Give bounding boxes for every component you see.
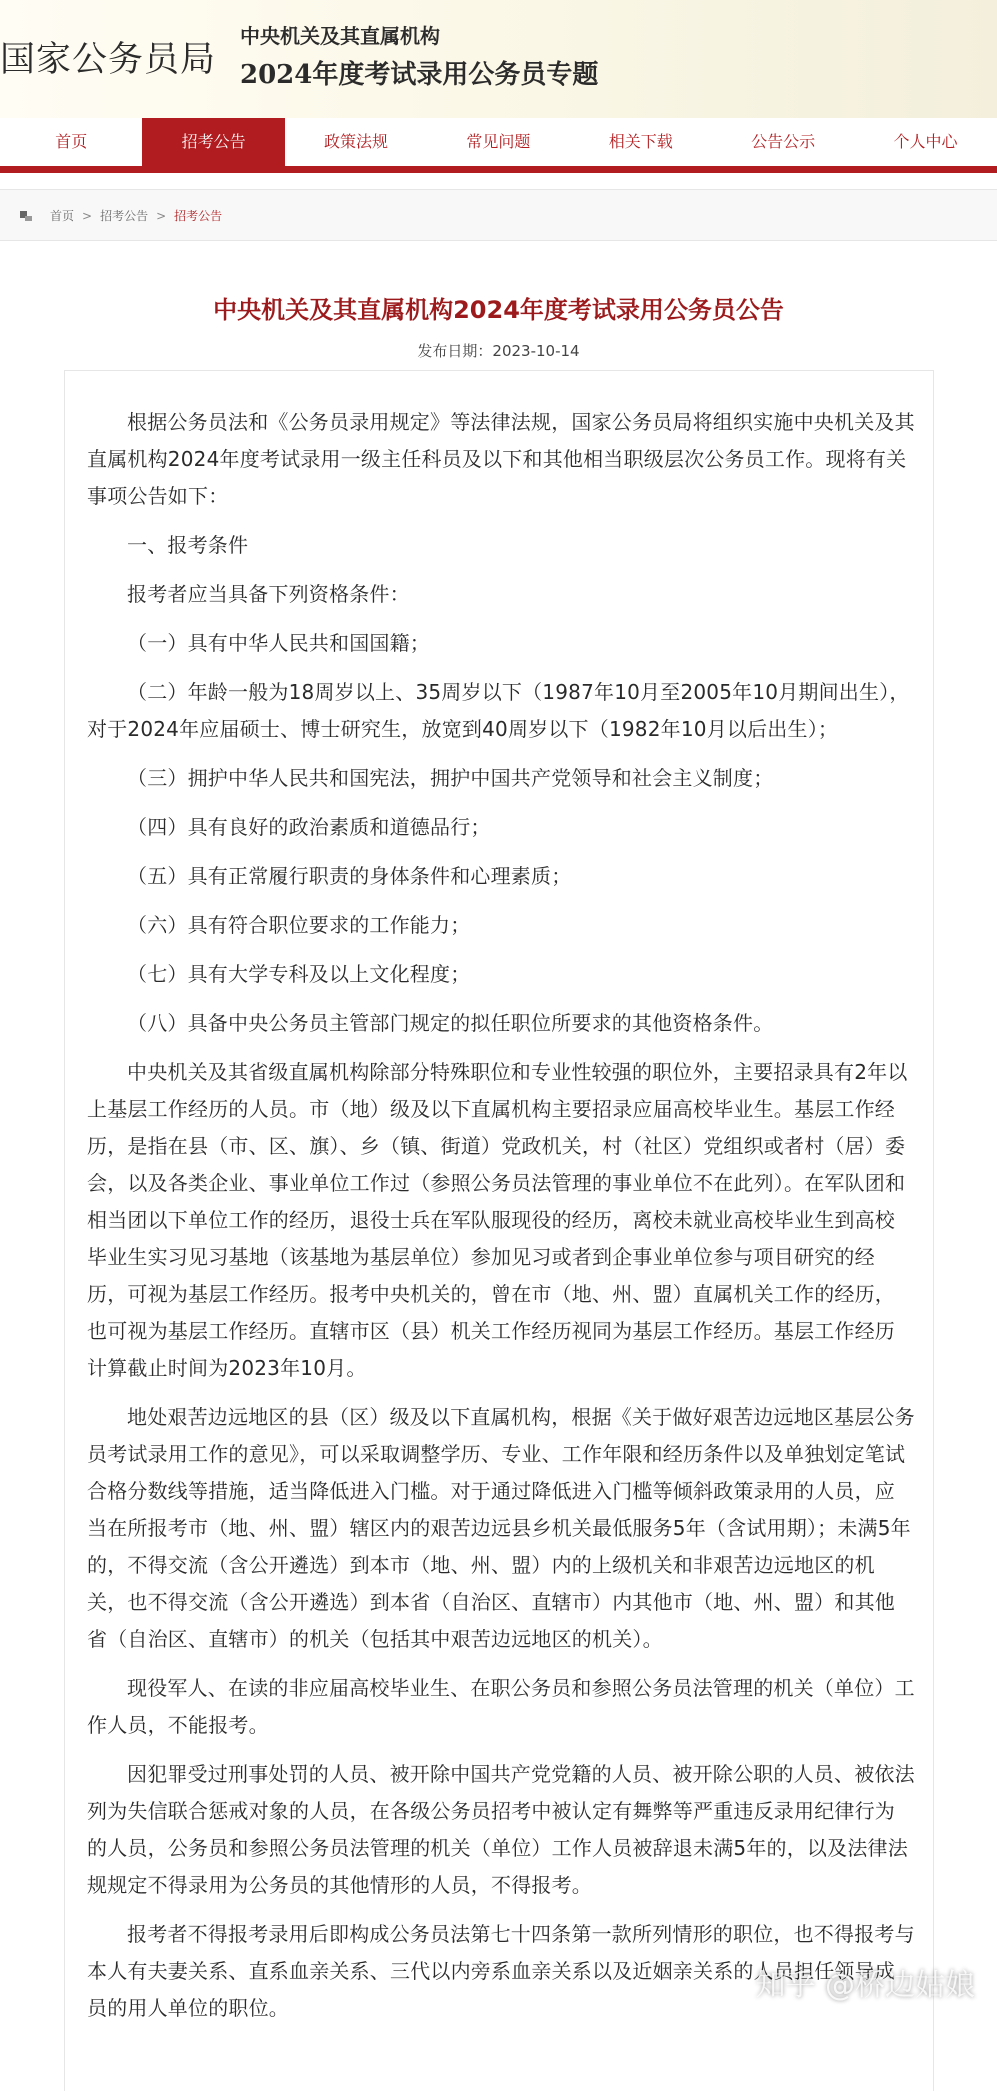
publish-date: 发布日期：2023-10-14 bbox=[417, 342, 580, 360]
main-nav bbox=[0, 118, 997, 166]
nav-item-home[interactable]: 首页 bbox=[55, 132, 88, 151]
condition-item: （二）年龄一般为18周岁以上、35周岁以下（1987年10月至2005年10月期间出生），对于2024年应届硕士、博士研究生，放宽到40周岁以下（1982年10月以后出生）； bbox=[87, 680, 910, 741]
article-paragraph: 报考者不得报考录用后即构成公务员法第七十四条第一款所列情形的职位，也不得报考与本人有夫妻关系、直系血亲关系、三代以内旁系血亲关系以及近姻亲关系的人员担任领导成员的用人单位的职位。 bbox=[87, 1922, 915, 2020]
breadcrumb-level2[interactable]: 招考公告 bbox=[100, 209, 149, 223]
site-logo[interactable]: 国家公务员局 bbox=[0, 40, 217, 80]
condition-item: （三）拥护中华人民共和国宪法，拥护中国共产党领导和社会主义制度； bbox=[127, 766, 774, 790]
breadcrumb bbox=[20, 207, 222, 224]
condition-item: （四）具有良好的政治素质和道德品行； bbox=[127, 815, 491, 839]
condition-item: （六）具有符合职位要求的工作能力； bbox=[127, 913, 471, 937]
breadcrumb-bar bbox=[0, 189, 997, 241]
breadcrumb-current: 招考公告 bbox=[174, 209, 223, 223]
condition-item: （七）具有大学专科及以上文化程度； bbox=[127, 962, 471, 986]
article-paragraph: 现役军人、在读的非应届高校毕业生、在职公务员和参照公务员法管理的机关（单位）工作人员，不能报考。 bbox=[87, 1676, 915, 1737]
site-header bbox=[0, 0, 997, 118]
breadcrumb-separator: > bbox=[82, 208, 93, 223]
article-title: 中央机关及其直属机构2024年度考试录用公务员公告 bbox=[213, 296, 784, 324]
breadcrumb-home[interactable]: 首页 bbox=[50, 209, 75, 223]
section-heading: 一、报考条件 bbox=[127, 533, 249, 557]
article-paragraph: 根据公务员法和《公务员录用规定》等法律法规，国家公务员局将组织实施中央机关及其直属机构2024年度考试录用一级主任科员及以下和其他相当职级层次公务员工作。现将有关事项公告如下： bbox=[87, 410, 915, 508]
article-paragraph: 因犯罪受过刑事处罚的人员、被开除中国共产党党籍的人员、被开除公职的人员、被依法列为失信联合惩戒对象的人员，在各级公务员招考中被认定有舞弊等严重违反录用纪律行为的人员，公务员和参照公务员法管理的机关（单位）工作人员被辞退未满5年的，以及法律法规规定不得录用为公务员的其他情形的人员，不得报考。 bbox=[87, 1762, 915, 1897]
nav-item-faq[interactable]: 常见问题 bbox=[466, 132, 531, 151]
nav-item-announcements[interactable]: 招考公告 bbox=[142, 118, 284, 166]
home-icon bbox=[20, 210, 32, 222]
condition-item: （五）具有正常履行职责的身体条件和心理素质； bbox=[127, 864, 572, 888]
watermark: 知乎 @桥边姑娘 bbox=[755, 1968, 975, 2003]
header-title: 2024年度考试录用公务员专题 bbox=[240, 60, 599, 90]
nav-item-user-center[interactable]: 个人中心 bbox=[893, 132, 958, 151]
article-paragraph: 地处艰苦边远地区的县（区）级及以下直属机构，根据《关于做好艰苦边远地区基层公务员考试录用工作的意见》，可以采取调整学历、专业、工作年限和经历条件以及单独划定笔试合格分数线等措施，适当降低进入门槛。对于通过降低进入门槛等倾斜政策录用的人员，应当在所报考市（地、州、盟）辖区内的艰苦边远县乡机关最低服务5年（含试用期）；未满5年的，不得交流（含公开遴选）到本市（地、州、盟）内的上级机关和非艰苦边远地区的机关，也不得交流（含公开遴选）到本省（自治区、直辖市）内其他市（地、州、盟）和其他省（自治区、直辖市）的机关（包括其中艰苦边远地区的机关）。 bbox=[87, 1405, 915, 1651]
nav-item-downloads[interactable]: 相关下载 bbox=[608, 132, 673, 151]
article-paragraph: 中央机关及其省级直属机构除部分特殊职位和专业性较强的职位外，主要招录具有2年以上基层工作经历的人员。市（地）级及以下直属机构主要招录应届高校毕业生。基层工作经历，是指在县（市、区、旗）、乡（镇、街道）党政机关，村（社区）党组织或者村（居）委会，以及各类企业、事业单位工作过（参照公务员法管理的事业单位不在此列）。在军队团和相当团以下单位工作的经历，退役士兵在军队服现役的经历，离校未就业高校毕业生到高校毕业生实习见习基地（该基地为基层单位）参加见习或者到企事业单位参与项目研究的经历，可视为基层工作经历。报考中央机关的，曾在市（地、州、盟）直属机关工作的经历，也可视为基层工作经历。直辖市区（县）机关工作经历视同为基层工作经历。基层工作经历计算截止时间为2023年10月。 bbox=[87, 1060, 908, 1380]
breadcrumb-separator: > bbox=[156, 208, 167, 223]
nav-item-policies[interactable]: 政策法规 bbox=[323, 132, 388, 151]
nav-item-notices[interactable]: 公告公示 bbox=[751, 132, 816, 151]
condition-item: （一）具有中华人民共和国国籍； bbox=[127, 631, 430, 655]
article-paragraph: 报考者应当具备下列资格条件： bbox=[127, 582, 410, 606]
article-body bbox=[87, 404, 915, 2039]
condition-item: （八）具备中央公务员主管部门规定的拟任职位所要求的其他资格条件。 bbox=[127, 1011, 774, 1035]
header-subtitle: 中央机关及其直属机构 bbox=[240, 24, 440, 48]
nav-divider bbox=[0, 166, 997, 173]
